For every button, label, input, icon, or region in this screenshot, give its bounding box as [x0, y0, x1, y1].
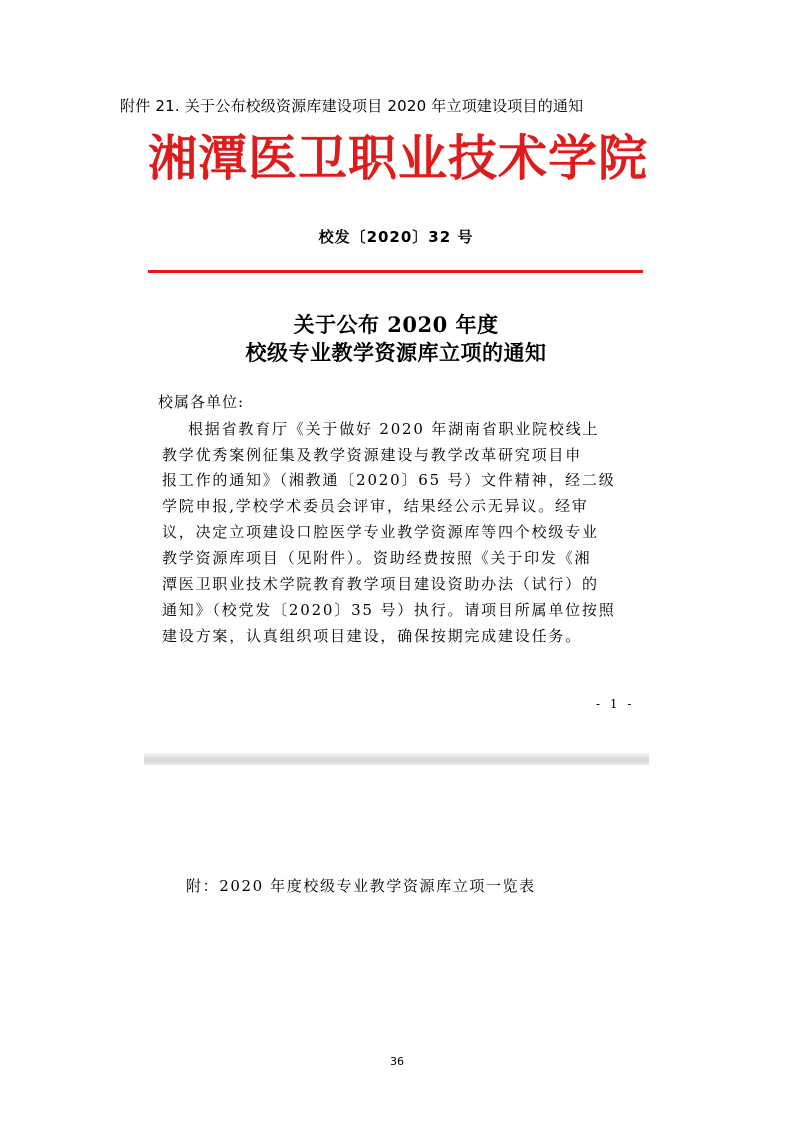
body-line: 根据省教育厅《关于做好 2020 年湖南省职业院校线上	[188, 420, 600, 438]
attachment-title: 附件 21. 关于公布校级资源库建设项目 2020 年立项建设项目的通知	[120, 97, 584, 115]
body-line: 教学优秀案例征集及教学资源建设与教学改革研究项目申	[162, 446, 583, 464]
body-line: 通知》（校党发〔2020〕35 号）执行。请项目所属单位按照	[162, 601, 616, 619]
body-line: 议，决定立项建设口腔医学专业教学资源库等四个校级专业	[162, 523, 599, 541]
appendix-note: 附：2020 年度校级专业教学资源库立项一览表	[186, 877, 536, 895]
letterhead-school-name: 湘潭医卫职业技术学院	[148, 129, 649, 187]
notice-headline-line1: 关于公布 2020 年度	[293, 312, 499, 337]
footer-page-number: 36	[390, 1055, 404, 1068]
salutation: 校属各单位:	[158, 393, 245, 411]
document-number: 校发〔2020〕32 号	[318, 228, 474, 246]
page-separator	[144, 753, 649, 765]
body-line: 建设方案，认真组织项目建设，确保按期完成建设任务。	[162, 627, 583, 645]
letterhead-divider	[148, 270, 643, 273]
body-line: 潭医卫职业技术学院教育教学项目建设资助办法（试行）的	[162, 575, 599, 593]
inner-page-number: - 1 -	[596, 697, 635, 711]
body-line: 教学资源库项目（见附件）。资助经费按照《关于印发《湘	[162, 549, 592, 567]
body-line: 学院申报,学校学术委员会评审，结果经公示无异议。经审	[162, 497, 589, 515]
notice-headline-line2: 校级专业教学资源库立项的通知	[245, 340, 547, 365]
body-line: 报工作的通知》（湘教通〔2020〕65 号）文件精神，经二级	[162, 471, 616, 489]
